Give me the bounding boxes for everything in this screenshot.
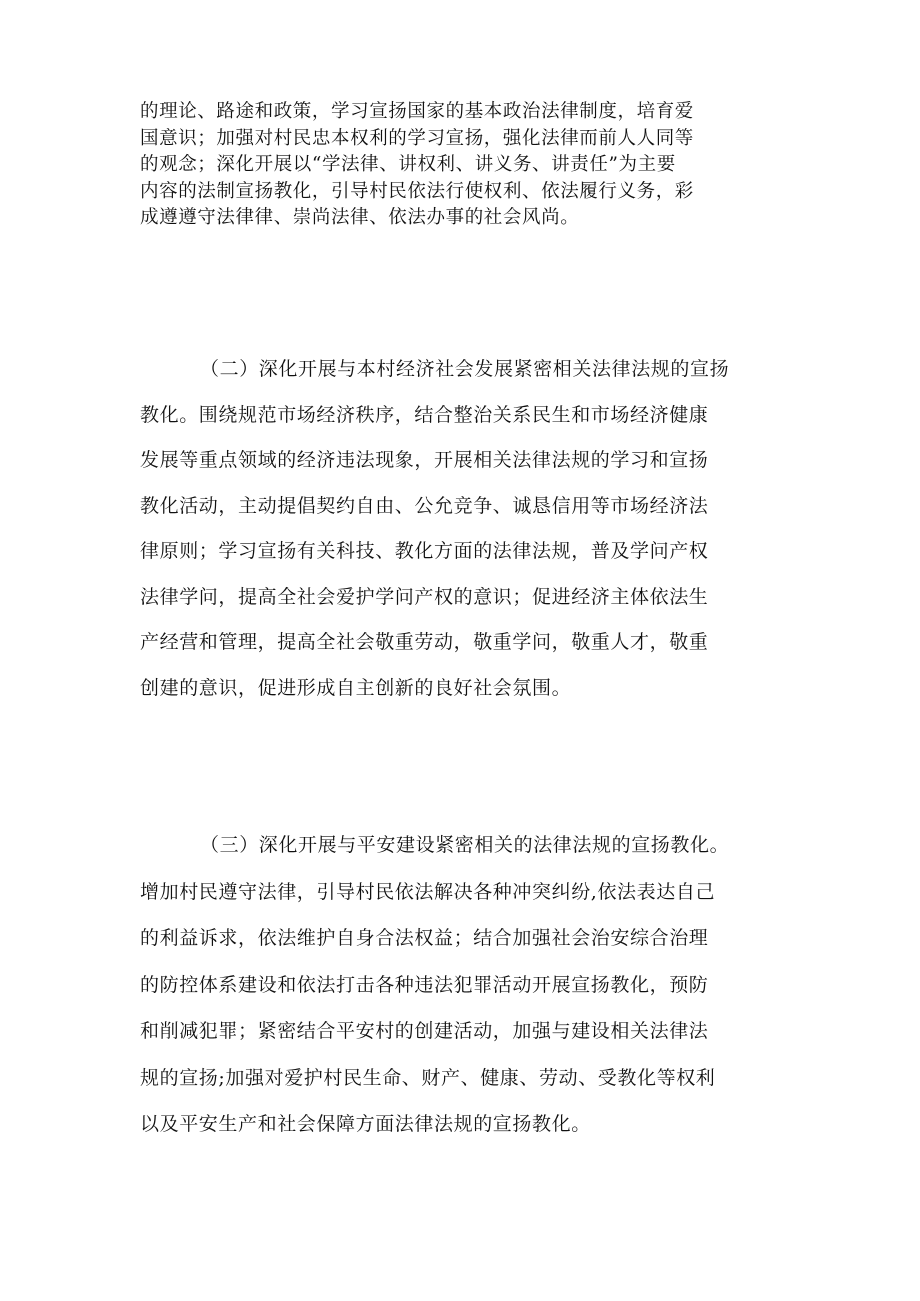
text-line: 规的宣扬;加强对爱护村民生命、财产、健康、劳动、受教化等权利 [140,1066,716,1089]
text-line: 律原则；学习宣扬有关科技、教化方面的法律法规，普及学问产权 [140,540,709,562]
text-line: 教化活动，主动提倡契约自由、公允竞争、诚恳信用等市场经济法 [140,494,709,517]
text-line: 的防控体系建设和依法打击各种违法犯罪活动开展宣扬教化，预防 [140,973,709,996]
text-line: 教化。围绕规范市场经济秩序，结合整治关系民生和市场经济健康 [140,403,709,426]
paragraph-legal-concepts [140,99,780,232]
paragraph-section-2-economic-law [140,347,780,711]
text-line: 成遵遵守法律律、崇尚法律、依法办事的社会风尚。 [140,207,580,228]
text-line: 国意识；加强对村民忠本权利的学习宣扬，强化法律而前人人同等 [140,127,694,149]
text-line: 产经营和管理，提高全社会敬重劳动，敬重学问，敬重人才，敬重 [140,631,709,653]
paragraph-section-3-safety-law [140,822,780,1148]
text-line: （二）深化开展与本村经济社会发展紧密相关法律法规的宣扬 [200,358,730,380]
text-line: 的观念；深化开展以“学法律、讲权利、讲义务、讲责任”为主要 [140,154,676,175]
text-line: 和削减犯罪；紧密结合平安村的创建活动，加强与建设相关法律法 [140,1020,709,1042]
text-line: 发展等重点领域的经济违法现象，开展相关法律法规的学习和宣扬 [140,449,709,471]
text-line: 增加村民遵守法律，引导村民依法解决各种冲突纠纷,依法表达自己 [140,880,716,903]
text-line: 以及平安生产和社会保障方面法律法规的宣扬教化。 [140,1113,591,1135]
text-line: 创建的意识，促进形成自主创新的良好社会氛围。 [140,676,572,699]
text-line: 的理论、路途和政策，学习宣扬国家的基本政治法律制度，培育爱 [140,101,694,122]
text-line: 内容的法制宣扬教化，引导村民依法行使权利、依法履行义务，彩 [140,180,694,202]
text-line: （三）深化开展与平安建设紧密相关的法律法规的宣扬教化。 [200,834,730,856]
text-line: 的利益诉求，依法维护自身合法权益；结合加强社会治安综合治理 [140,927,709,949]
text-line: 法律学问，提高全社会爱护学问产权的意识；促进经济主体依法生 [140,585,709,608]
